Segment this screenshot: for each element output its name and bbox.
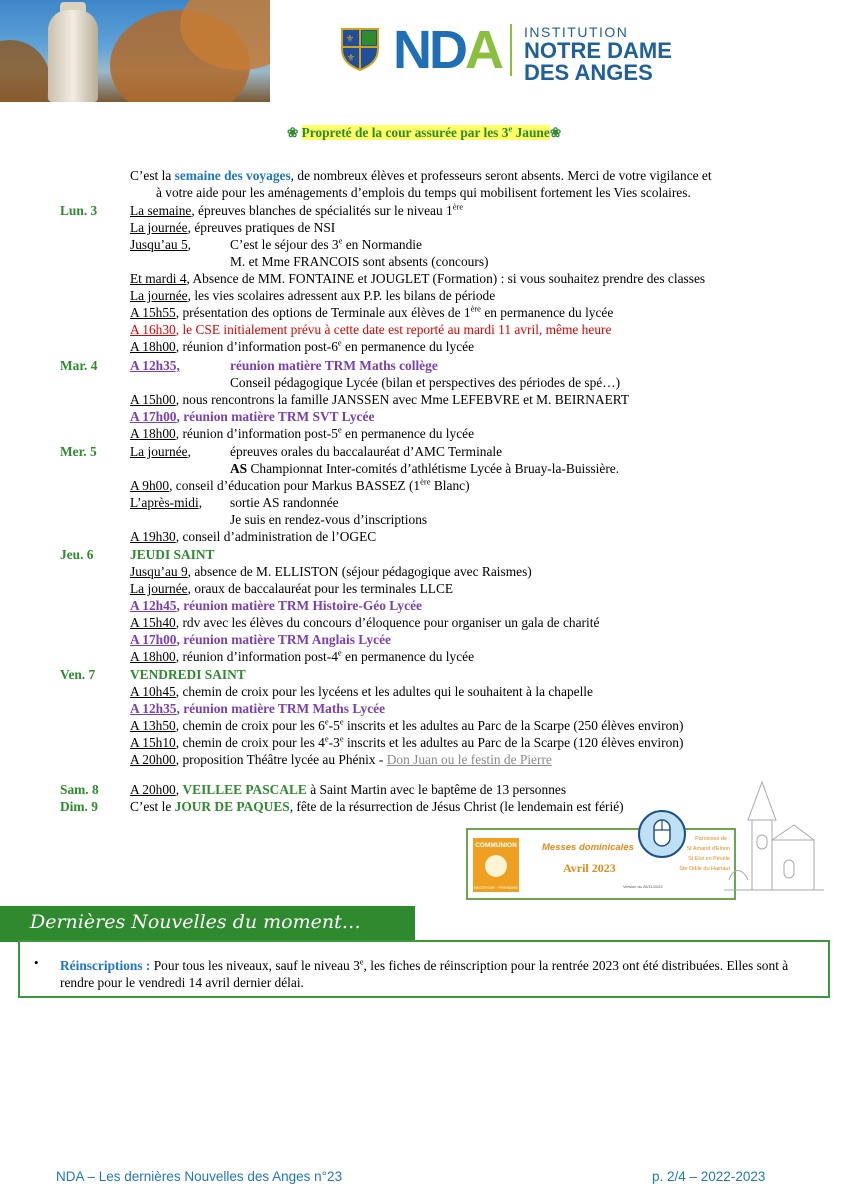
intro-line2: à votre aide pour les aménagements d’emplois du temps qui mobilisent fortement les Vies scolaires.	[156, 185, 691, 200]
church-drawing	[724, 780, 824, 898]
lun-line2	[130, 219, 335, 236]
news-text1: Pour tous les niveaux, sauf le niveau 3	[150, 958, 360, 973]
mer-l3s: ère	[420, 476, 431, 487]
communion-badge-label: COMMUNION	[475, 842, 517, 849]
mer-l1a: La journée	[130, 444, 188, 459]
nda-logo-letter: A	[465, 20, 501, 80]
day-label-mar: Mar. 4	[60, 358, 98, 373]
lun-line8	[130, 321, 611, 338]
svg-text:⚜: ⚜	[345, 34, 355, 45]
mar-line1-time	[130, 357, 180, 374]
ven-l5a: A 15h10	[130, 735, 176, 750]
institution-line1: INSTITUTION	[524, 24, 629, 40]
jeu-line5	[130, 614, 599, 631]
lun-l7s: ère	[470, 303, 481, 314]
intro-em: semaine des voyages	[174, 168, 291, 183]
mar-line3	[130, 391, 629, 408]
news-sup: e	[359, 956, 364, 967]
cour-text: Propreté de la cour assurée par les 3	[301, 125, 509, 140]
sam-a: A 20h00	[130, 782, 176, 797]
mar-line1: réunion matière TRM Maths collège	[230, 358, 438, 373]
intro-pre: C’est la	[130, 168, 175, 183]
mar-line2: Conseil pédagogique Lycée (bilan et perspectives des périodes de spé…)	[230, 375, 621, 390]
mer-line5: Je suis en rendez-vous d’inscriptions	[230, 512, 428, 527]
messes-version: Version du 28/11/2022	[623, 884, 663, 889]
lun-l1a: La semaine	[130, 203, 192, 218]
ven-l6b: , proposition Théâtre lycée au Phénix -	[175, 752, 387, 767]
dim-c: , fête de la résurrection de Jésus Christ (le lendemain est férié)	[289, 799, 624, 814]
lun-line5	[130, 270, 705, 287]
lun-l8a: A 16h30	[130, 322, 176, 337]
jeu-line1: JEUDI SAINT	[130, 547, 215, 562]
ven-line2	[130, 683, 593, 700]
nda-logo	[393, 22, 501, 78]
lun-l5a: Et mardi 4	[130, 271, 187, 286]
ven-line4	[130, 717, 683, 734]
mer-line4-detail: sortie AS randonnée	[230, 495, 339, 510]
day-label-sam: Sam. 8	[60, 782, 99, 797]
lun-l3c: C’est le séjour des 3	[230, 237, 339, 252]
mar-line5	[130, 425, 474, 442]
theatre-link[interactable]: Don Juan ou le festin de Pierre	[386, 752, 552, 767]
cour-notice	[0, 125, 848, 141]
jeu-line3	[130, 580, 453, 597]
intro-post: , de nombreux élèves et professeurs seront absents. Merci de votre vigilance et	[290, 168, 712, 183]
jeu-l2a: Jusqu’au 9	[130, 564, 188, 579]
ven-line3	[130, 700, 385, 717]
jeu-l6b: , réunion matière TRM Anglais Lycée	[176, 632, 391, 647]
news-label: Réinscriptions :	[60, 958, 151, 973]
mer-l6b: , conseil d’administration de l’OGEC	[175, 529, 377, 544]
ven-l3a: A 12h35	[130, 701, 177, 716]
jeu-l5b: , rdv avec les élèves du concours d’éloquence pour organiser un gala de charité	[175, 615, 600, 630]
day-label-mer: Mer. 5	[60, 444, 97, 459]
mer-l3a: A 9h00	[130, 478, 170, 493]
ven-l4s2: e	[339, 716, 344, 727]
svg-text:⚜: ⚜	[346, 53, 356, 64]
ven-l4s1: e	[324, 716, 329, 727]
ven-l4d: inscrits et les adultes au Parc de la Scarpe (250 élèves environ)	[343, 718, 684, 733]
day-label-lun: Lun. 3	[60, 203, 98, 218]
ven-line6	[130, 751, 552, 768]
messes-title: Messes dominicales	[542, 842, 634, 853]
news-text2: , les fiches de réinscription pour la rentrée 2023 ont été distribuées. Elles sont à rendre pour le vendredi 14 avril dernier délai.	[60, 958, 789, 990]
lun-l7b: , présentation des options de Terminale aux élèves de 1	[175, 305, 471, 320]
day-label-ven: Ven. 7	[60, 667, 96, 682]
communion-badge-sub: RECEVOIR · PRENDRE	[473, 885, 518, 890]
lun-l5b: , Absence de MM. FONTAINE et JOUGLET (Formation) : si vous souhaitez prendre des classes	[186, 271, 706, 286]
mer-l2b: Championnat Inter-comités d’athlétisme Lycée à Bruay-la-Buissière.	[247, 461, 620, 476]
ven-l5c: -3	[328, 735, 340, 750]
lun-l3s: e	[338, 235, 343, 246]
nda-logo-letter: N	[393, 20, 429, 80]
jeu-l3a: La journée	[130, 581, 188, 596]
messes-parishes: Paroisses de : St Amand d'Elnon St Eloi en Pévèle Ste Odile du Hainaut	[679, 836, 730, 872]
mer-line2	[230, 460, 619, 477]
nda-logo-letter: D	[429, 20, 465, 80]
mer-l3c: Blanc)	[430, 478, 470, 493]
jeu-line4	[130, 597, 422, 614]
lun-l2b: , épreuves pratiques de NSI	[187, 220, 336, 235]
ven-l2b: , chemin de croix pour les lycéens et les adultes qui le souhaitent à la chapelle	[175, 684, 593, 699]
jeu-l4a: A 12h45	[130, 598, 177, 613]
crest-logo	[340, 27, 380, 71]
sam-d: à Saint Martin avec le baptême de 13 personnes	[306, 782, 567, 797]
mar-line4	[130, 408, 374, 425]
news-bullet: •	[34, 955, 39, 970]
mouse-icon[interactable]	[638, 810, 686, 858]
mer-l4a: L’après-midi	[130, 495, 199, 510]
lun-l6a: La journée	[130, 288, 188, 303]
lun-line4: M. et Mme FRANCOIS sont absents (concours)	[230, 254, 489, 269]
jeu-l7a: A 18h00	[130, 649, 176, 664]
lun-l9a: A 18h00	[130, 339, 176, 354]
dim-b: JOUR DE PAQUES	[174, 799, 290, 814]
flower-icon: ❀	[286, 125, 299, 140]
news-item	[60, 957, 800, 991]
lun-l2a: La journée	[130, 220, 188, 235]
ven-l5b: , chemin de croix pour les 4	[175, 735, 325, 750]
day-label-jeu: Jeu. 6	[60, 547, 94, 562]
lun-l3b: ,	[187, 237, 192, 252]
host-icon	[485, 855, 507, 877]
mer-l2a: AS	[230, 461, 248, 476]
cour-sup: e	[508, 123, 513, 134]
sam-line	[130, 781, 566, 798]
ven-l5s2: e	[339, 733, 344, 744]
jeu-l2b: , absence de M. ELLISTON (séjour pédagogique avec Raismes)	[187, 564, 532, 579]
jeu-l6a: A 17h00	[130, 632, 177, 647]
mer-l4b: ,	[198, 495, 203, 510]
jeu-l7c: en permanence du lycée	[341, 649, 475, 664]
mer-line3	[130, 477, 470, 494]
mer-l6a: A 19h30	[130, 529, 176, 544]
ven-l5d: inscrits et les adultes au Parc de la Scarpe (120 élèves environ)	[343, 735, 684, 750]
ven-l4c: -5	[328, 718, 340, 733]
ven-l5s1: e	[324, 733, 329, 744]
ven-l2a: A 10h45	[130, 684, 176, 699]
institution-name	[524, 24, 672, 84]
ven-l4a: A 13h50	[130, 718, 176, 733]
news-title: Dernières Nouvelles du moment…	[30, 911, 361, 933]
sam-b: ,	[175, 782, 183, 797]
messes-month: Avril 2023	[563, 861, 616, 875]
day-label-dim: Dim. 9	[60, 799, 98, 814]
lun-l3d: en Normandie	[342, 237, 422, 252]
lun-l6b: , les vies scolaires adressent aux P.P. les bilans de période	[187, 288, 496, 303]
mer-line1	[130, 443, 191, 460]
flower-icon: ❀	[549, 125, 562, 140]
lun-l9b: , réunion d’information post-6	[175, 339, 338, 354]
ven-l4b: , chemin de croix pour les 6	[175, 718, 325, 733]
lun-line6	[130, 287, 495, 304]
lun-line9	[130, 338, 474, 355]
jeu-line2	[130, 563, 532, 580]
mar-l3a: A 15h00	[130, 392, 176, 407]
mer-l1b: ,	[187, 444, 191, 459]
lun-l7c: en permanence du lycée	[480, 305, 614, 320]
mar-l5a: A 18h00	[130, 426, 176, 441]
logo-separator	[510, 24, 512, 76]
messes-box[interactable]	[466, 828, 736, 900]
mar-l5b: , réunion d’information post-5	[175, 426, 338, 441]
ven-l3b: , réunion matière TRM Maths Lycée	[176, 701, 386, 716]
lun-l9s: e	[337, 337, 342, 348]
nda-logo-text	[393, 20, 501, 80]
jeu-l3b: , oraux de baccalauréat pour les terminales LLCE	[187, 581, 454, 596]
lun-line3-detail	[230, 236, 422, 253]
institution-line2: NOTRE DAME	[524, 38, 672, 63]
mar-l5c: en permanence du lycée	[341, 426, 475, 441]
communion-badge	[473, 838, 519, 892]
jeu-l5a: A 15h40	[130, 615, 176, 630]
footer-title: NDA – Les dernières Nouvelles des Anges n°23	[56, 1169, 343, 1184]
jeu-l7b: , réunion d’information post-4	[175, 649, 338, 664]
header-photo	[0, 0, 270, 102]
sam-c: VEILLEE PASCALE	[182, 782, 307, 797]
cour-highlight	[302, 125, 550, 140]
mar-l4a: A 17h00	[130, 409, 177, 424]
lun-line7	[130, 304, 613, 321]
mar-l4b: , réunion matière TRM SVT Lycée	[176, 409, 375, 424]
ven-line1: VENDREDI SAINT	[130, 667, 246, 682]
intro-line1	[130, 167, 712, 184]
mer-line6	[130, 528, 376, 545]
jeu-line7	[130, 648, 474, 665]
mer-line1-detail: épreuves orales du baccalauréat d’AMC Terminale	[230, 444, 503, 459]
jeu-line6	[130, 631, 391, 648]
mer-l3b: , conseil d’éducation pour Markus BASSEZ (1	[169, 478, 421, 493]
ven-l6a: A 20h00	[130, 752, 176, 767]
jeu-l7s: e	[337, 647, 342, 658]
mar-l5s: e	[337, 424, 342, 435]
ven-line5	[130, 734, 683, 751]
mer-line4	[130, 494, 202, 511]
dim-a: C’est le	[130, 799, 175, 814]
lun-l1b: , épreuves blanches de spécialités sur le niveau 1	[191, 203, 453, 218]
institution-line3: DES ANGES	[524, 60, 653, 85]
jeu-l4b: , réunion matière TRM Histoire-Géo Lycée	[176, 598, 422, 613]
mar-l3b: , nous rencontrons la famille JANSSEN avec Mme LEFEBVRE et M. BEIRNAERT	[175, 392, 630, 407]
cour-text2: Jaune	[512, 125, 550, 140]
lun-l1s: ère	[452, 201, 464, 212]
lun-l7a: A 15h55	[130, 305, 176, 320]
lun-l3a: Jusqu’au 5	[130, 237, 188, 252]
lun-line3	[130, 236, 191, 253]
dim-line	[130, 798, 624, 815]
lun-line1	[130, 202, 463, 219]
lun-l9c: en permanence du lycée	[341, 339, 475, 354]
lun-l8b: , le CSE initialement prévu à cette date est reporté au mardi 11 avril, même heure	[175, 322, 612, 337]
mar-l1a: A 12h35,	[130, 358, 180, 373]
footer-page: p. 2/4 – 2022-2023	[652, 1169, 766, 1184]
